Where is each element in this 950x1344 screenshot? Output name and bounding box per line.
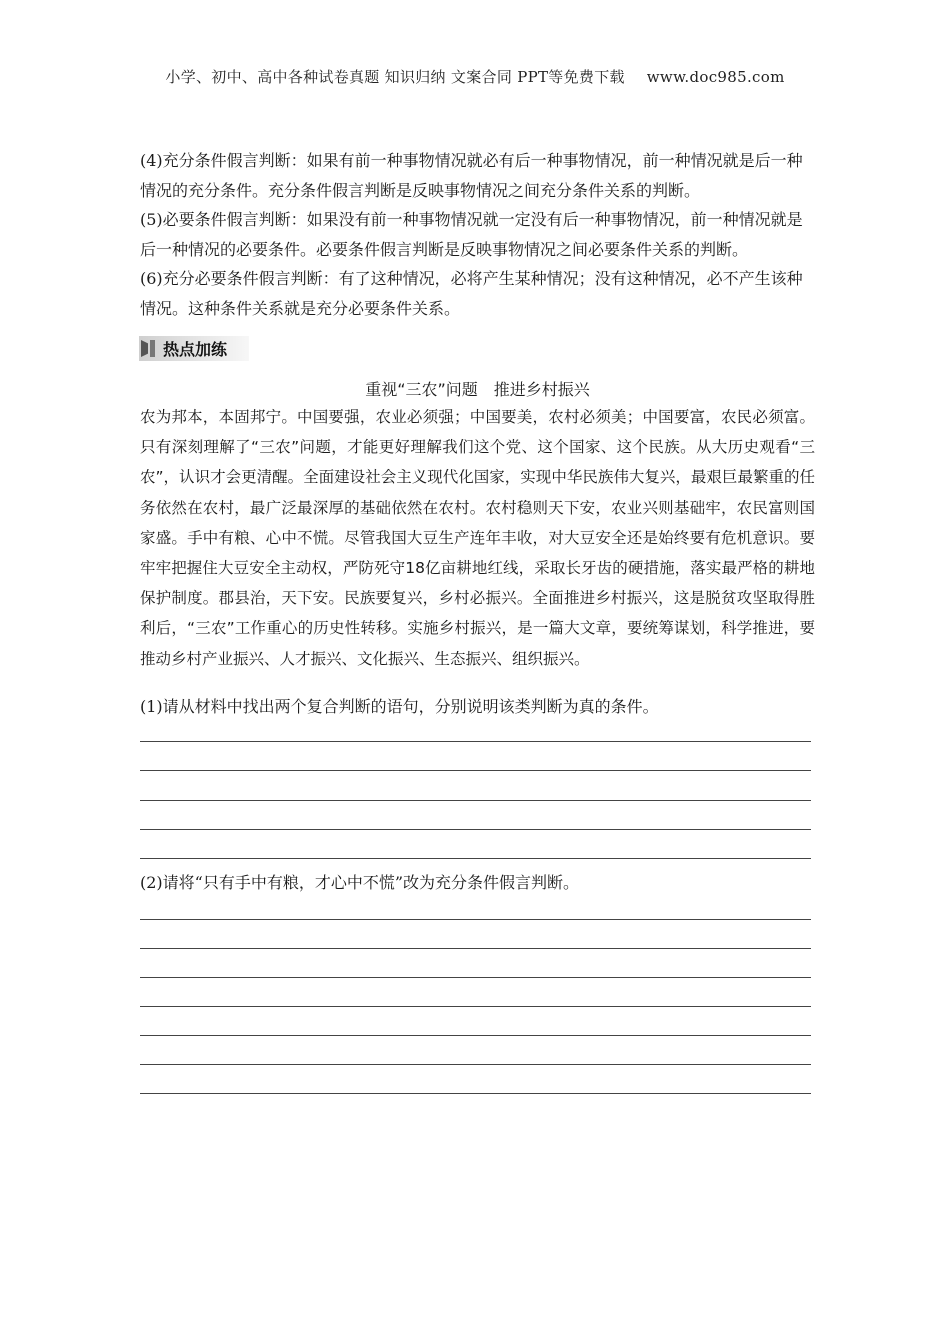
answer-line[interactable]	[140, 1093, 811, 1094]
answer-line[interactable]	[140, 858, 811, 859]
answer-line[interactable]	[140, 1006, 811, 1007]
question-1: (1)请从材料中找出两个复合判断的语句，分别说明该类判断为真的条件。	[140, 697, 659, 716]
header-site-url[interactable]: www.doc985.com	[646, 68, 785, 86]
answer-line[interactable]	[140, 977, 811, 978]
page-header	[0, 66, 950, 87]
answer-line[interactable]	[140, 741, 811, 742]
answer-line[interactable]	[140, 1035, 811, 1036]
answer-line[interactable]	[140, 770, 811, 771]
header-tagline: 小学、初中、高中各种试卷真题 知识归纳 文案合同 PPT等免费下载	[165, 68, 625, 86]
answer-line[interactable]	[140, 829, 811, 830]
section-marker-icon	[141, 340, 148, 357]
section-marker-icon	[150, 340, 155, 357]
answer-line[interactable]	[140, 948, 811, 949]
article-title: 重视“三农”问题 推进乡村振兴	[365, 380, 590, 399]
definition-4: (4)充分条件假言判断：如果有前一种事物情况就必有后一种事物情况，前一种情况就是后一种情况的充分条件。充分条件假言判断是反映事物情况之间充分条件关系的判断。	[140, 151, 803, 200]
definition-5: (5)必要条件假言判断：如果没有前一种事物情况就一定没有后一种事物情况，前一种情况就是后一种情况的必要条件。必要条件假言判断是反映事物情况之间必要条件关系的判断。	[140, 210, 803, 259]
answer-line[interactable]	[140, 800, 811, 801]
section-heading	[139, 336, 249, 361]
article-body: 农为邦本，本固邦宁。中国要强，农业必须强；中国要美，农村必须美；中国要富，农民必须富。只有深刻理解了“三农”问题，才能更好理解我们这个党、这个国家、这个民族。从大历史观看“三农”，认识才会更清醒。全面建设社会主义现代化国家，实现中华民族伟大复兴，最艰巨最繁重的任务依然在农村，最广泛最深厚的基础依然在农村。农村稳则天下安，农业兴则基础牢，农民富则国家盛。手中有粮、心中不慌。尽管我国大豆生产连年丰收，对大豆安全还是始终要有危机意识。要牢牢把握住大豆安全主动权，严防死守18亿亩耕地红线，采取长牙齿的硬措施，落实最严格的耕地保护制度。郡县治，天下安。民族要复兴，乡村必振兴。全面推进乡村振兴，这是脱贫攻坚取得胜利后，“三农”工作重心的历史性转移。实施乡村振兴，是一篇大文章，要统筹谋划，科学推进，要推动乡村产业振兴、人才振兴、文化振兴、生态振兴、组织振兴。	[140, 408, 815, 668]
answer-line[interactable]	[140, 919, 811, 920]
definitions-section	[140, 146, 815, 323]
definition-6: (6)充分必要条件假言判断：有了这种情况，必将产生某种情况；没有这种情况，必不产生该种情况。这种条件关系就是充分必要条件关系。	[140, 269, 803, 318]
section-heading-label: 热点加练	[163, 340, 228, 359]
question-2: (2)请将“只有手中有粮，才心中不慌”改为充分条件假言判断。	[140, 873, 580, 892]
answer-line[interactable]	[140, 1064, 811, 1065]
article-section	[140, 402, 815, 674]
